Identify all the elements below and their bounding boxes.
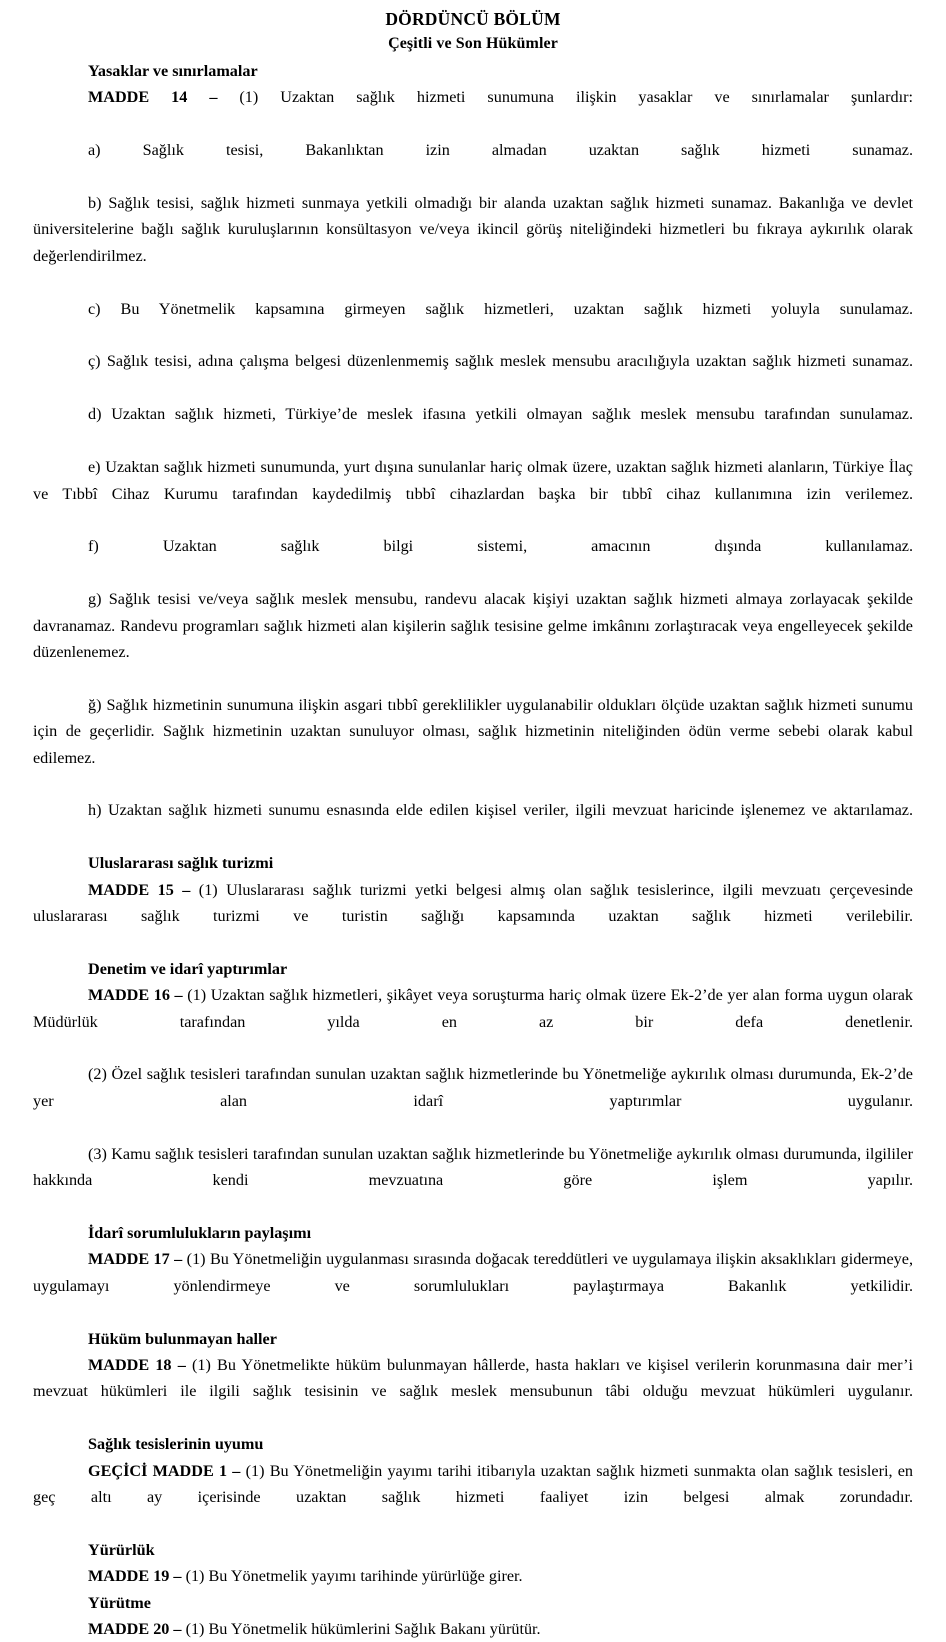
article-paragraph bbox=[33, 1563, 913, 1589]
article-paragraph bbox=[33, 982, 913, 1061]
article-number: MADDE 17 – bbox=[88, 1250, 183, 1269]
article-number: MADDE 15 – bbox=[88, 880, 191, 899]
article-number: MADDE 16 – bbox=[88, 986, 183, 1005]
article-paragraph bbox=[33, 1246, 913, 1325]
article-paragraph bbox=[33, 797, 913, 850]
article-paragraph bbox=[33, 401, 913, 454]
paragraph-text: (3) Kamu sağlık tesisleri tarafından sunulan uzaktan sağlık hizmetlerinde bu Yönetmeliğe aykırılık olması durumunda, ilgililer hakkında kendi mevzuatına göre işlem yapılır. bbox=[33, 1144, 913, 1190]
article-paragraph bbox=[33, 533, 913, 586]
article-paragraph bbox=[33, 586, 913, 692]
document-body bbox=[33, 58, 913, 1642]
article-paragraph bbox=[33, 296, 913, 349]
paragraph-text: (1) Uzaktan sağlık hizmeti sunumuna ilişkin yasaklar ve sınırlamalar şunlardır: bbox=[217, 88, 913, 107]
paragraph-text: (1) Uzaktan sağlık hizmetleri, şikâyet veya soruşturma hariç olmak üzere Ek-2’de yer alan forma uygun olarak Müdürlük tarafından yılda en az bir defa denetlenir. bbox=[33, 986, 913, 1031]
paragraph-text: h) Uzaktan sağlık hizmeti sunumu esnasında elde edilen kişisel veriler, ilgili mevzuat haricinde işlenemez ve aktarılamaz. bbox=[88, 801, 913, 820]
paragraph-text: g) Sağlık tesisi ve/veya sağlık meslek mensubu, randevu alacak kişiyi uzaktan sağlık hizmeti almaya zorlayacak şekilde davranamaz. Randevu programları sağlık hizmeti alan kişilerin sağlık tesisine gelme imkânını zorlaştıracak veya engelleyecek şekilde düzenlenemez. bbox=[33, 590, 913, 661]
paragraph-text: (1) Bu Yönetmelik yayımı tarihinde yürürlüğe girer. bbox=[181, 1567, 523, 1586]
paragraph-text: (2) Özel sağlık tesisleri tarafından sunulan uzaktan sağlık hizmetlerinde bu Yönetmeliğe aykırılık olması durumunda, Ek-2’de yer alan idarî yaptırımlar uygulanır. bbox=[33, 1065, 913, 1110]
paragraph-text: a) Sağlık tesisi, Bakanlıktan izin almadan uzaktan sağlık hizmeti sunamaz. bbox=[88, 141, 913, 160]
paragraph-text: ç) Sağlık tesisi, adına çalışma belgesi düzenlenmemiş sağlık meslek mensubu aracılığıyla uzaktan sağlık hizmeti sunamaz. bbox=[88, 352, 913, 371]
article-paragraph bbox=[33, 1061, 913, 1140]
article-paragraph bbox=[33, 1141, 913, 1220]
section-heading: Yasaklar ve sınırlamalar bbox=[88, 62, 258, 80]
page-subtitle: Çeşitli ve Son Hükümler bbox=[388, 35, 558, 52]
article-paragraph bbox=[33, 348, 913, 401]
paragraph-text: ğ) Sağlık hizmetinin sunumuna ilişkin asgari tıbbî gereklilikler uygulanabilir oldukları ölçüde uzaktan sağlık hizmeti sunumu için de geçerlidir. Sağlık hizmetinin uzaktan sunuluyor olması, sağlık hizmetinin niteliğinden ödün verme sebebi olarak kabul edilemez. bbox=[33, 695, 913, 767]
section-heading: Uluslararası sağlık turizmi bbox=[88, 854, 274, 873]
article-paragraph bbox=[33, 877, 913, 956]
paragraph-text: (1) Uluslararası sağlık turizmi yetki belgesi almış olan sağlık tesislerince, ilgili mevzuatı çerçevesinde uluslararası sağlık turizmi ve turistin sağlığı kapsamında uzaktan sağlık hizmeti verilebilir. bbox=[33, 880, 913, 925]
section-heading: Yürütme bbox=[88, 1593, 151, 1612]
section-heading: Yürürlük bbox=[88, 1540, 155, 1559]
paragraph-text: e) Uzaktan sağlık hizmeti sunumunda, yurt dışına sunulanlar hariç olmak üzere, uzaktan sağlık hizmeti alanların, Türkiye İlaç ve Tıbbî Cihaz Kurumu tarafından kaydedilmiş tıbbî cihazlardan başka bir tıbbî cihaz kullanımına izin verilemez. bbox=[33, 458, 913, 503]
article-number: GEÇİCİ MADDE 1 – bbox=[88, 1461, 241, 1480]
paragraph-text: d) Uzaktan sağlık hizmeti, Türkiye’de meslek ifasına yetkili olmayan sağlık meslek mensubu tarafından sunulamaz. bbox=[88, 405, 913, 424]
article-number: MADDE 14 – bbox=[88, 88, 218, 107]
paragraph-text: (1) Bu Yönetmeliğin uygulanması sırasında doğacak tereddütleri ve uygulamaya ilişkin aksaklıkları gidermeye, uygulamayı yönlendirmeye ve sorumlulukları paylaştırmaya Bakanlık yetkilidir. bbox=[33, 1250, 913, 1295]
paragraph-text: (1) Bu Yönetmeliğin yayımı tarihi itibarıyla uzaktan sağlık hizmeti sunmakta olan sağlık tesisleri, en geç altı ay içerisinde uzaktan sağlık hizmeti faaliyet izin belgesi almak zorundadır. bbox=[33, 1461, 914, 1506]
article-number: MADDE 18 – bbox=[88, 1355, 186, 1374]
article-number: MADDE 19 – bbox=[88, 1567, 182, 1586]
article-number: MADDE 20 – bbox=[88, 1619, 182, 1638]
article-paragraph bbox=[33, 84, 913, 137]
article-paragraph bbox=[33, 692, 913, 798]
article-paragraph bbox=[33, 1616, 913, 1642]
page-title: DÖRDÜNCÜ BÖLÜM bbox=[385, 9, 561, 29]
article-paragraph bbox=[33, 1458, 913, 1537]
paragraph-text: (1) Bu Yönetmelik hükümlerini Sağlık Bakanı yürütür. bbox=[181, 1619, 541, 1638]
article-paragraph bbox=[33, 190, 913, 296]
paragraph-text: f) Uzaktan sağlık bilgi sistemi, amacının dışında kullanılamaz. bbox=[88, 537, 913, 556]
section-heading: Hüküm bulunmayan haller bbox=[88, 1329, 277, 1348]
paragraph-text: (1) Bu Yönetmelikte hüküm bulunmayan hâllerde, hasta hakları ve kişisel verilerin korunmasına dair mer’i mevzuat hükümleri ile ilgili sağlık tesisinin ve sağlık meslek mensubunun tâbi olduğu mevzuat hükümleri uygulanır. bbox=[33, 1355, 913, 1401]
section-heading: Denetim ve idarî yaptırımlar bbox=[88, 959, 288, 978]
section-heading: İdarî sorumlulukların paylaşımı bbox=[88, 1223, 312, 1242]
section-heading: Sağlık tesislerinin uyumu bbox=[88, 1435, 264, 1454]
article-paragraph bbox=[33, 1352, 913, 1431]
paragraph-text: b) Sağlık tesisi, sağlık hizmeti sunmaya yetkili olmadığı bir alanda uzaktan sağlık hizmeti sunamaz. Bakanlığa ve devlet üniversitelerine bağlı sağlık kuruluşlarının konsültasyon ve/veya ikincil görüş niteliğindeki hizmetleri bu fıkraya aykırılık olarak değerlendirilmez. bbox=[33, 194, 913, 265]
article-paragraph bbox=[33, 137, 913, 190]
paragraph-text: c) Bu Yönetmelik kapsamına girmeyen sağlık hizmetleri, uzaktan sağlık hizmeti yoluyla sunulamaz. bbox=[88, 299, 913, 318]
article-paragraph bbox=[33, 454, 913, 533]
